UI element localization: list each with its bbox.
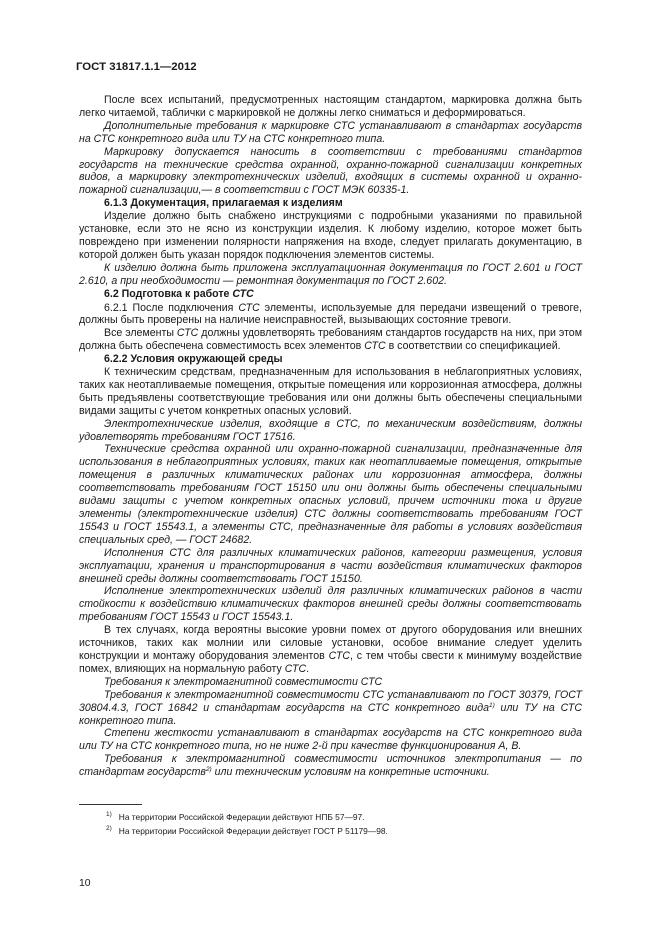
paragraph xyxy=(79,689,582,728)
footnote-2 xyxy=(106,826,388,836)
text: Требования к электромагнитной совместимости источников электропитания — по стандартам государств xyxy=(79,753,582,779)
paragraph xyxy=(79,327,582,353)
paragraph: Исполнения СТС для различных климатических районов, категории размещения, условия эксплуатации, хранения и транспортирования в части воздействия климатических факторов внешней среды должны соответствовать ГОСТ 15150. xyxy=(79,546,582,585)
abbr: СТС xyxy=(176,327,199,340)
paragraph: Дополнительные требования к маркировке СТС устанавливают в стандартах государств на СТС конкретного вида или ТУ на СТС конкретного типа. xyxy=(79,119,582,145)
footnote-ref: 1) xyxy=(489,701,495,709)
text: или ТУ на СТС конкретного типа. xyxy=(79,701,582,727)
footnote-mark: 2) xyxy=(106,825,112,832)
text: или техническим условиям на конкретные источники. xyxy=(211,766,490,779)
footnote-1 xyxy=(106,812,365,822)
footnote-mark: 1) xyxy=(106,811,112,818)
paragraph xyxy=(79,753,582,779)
paragraph: К техническим средствам, предназначенным для использования в неблагоприятных условиях, таких как неотапливаемые помещения, открытые помещения или коррозионная атмосфера, должны быть предъявлены соответствующие требования или они должны быть обеспечены специальными видами защиты с учетом конкретных опасных условий. xyxy=(79,366,582,417)
paragraph xyxy=(79,302,582,328)
heading-text: 6.2 Подготовка к работе xyxy=(104,287,233,300)
footnote-text: На территории Российской Федерации действует ГОСТ Р 51179—98. xyxy=(118,826,388,836)
section-heading-6-2-2: 6.2.2 Условия окружающей среды xyxy=(104,353,283,366)
text: должны удовлетворять требованиям стандартов государств на них, при этом должна быть обеспечена совместимость всех элементов xyxy=(79,327,582,353)
paragraph: Требования к электромагнитной совместимости СТС xyxy=(104,675,383,688)
paragraph: После всех испытаний, предусмотренных настоящим стандартом, маркировка должна быть легко читаемой, таблички с маркировкой не должны легко сниматься и деформироваться. xyxy=(79,94,582,119)
document-header: ГОСТ 31817.1.1—2012 xyxy=(76,61,197,73)
paragraph: Изделие должно быть снабжено инструкциями с подробными указаниями по правильной установке, если это не ясно из конструкции изделия. К любому изделию, которое может быть повреждено при изменении полярности напряжения на входе, следует прилагать документацию, в которой должен быть указан порядок подключения элементов системы. xyxy=(79,210,582,261)
abbr: СТС xyxy=(284,662,307,675)
text: В тех случаях, когда вероятны высокие уровни помех от другого оборудования или внешних источников, таких как молнии или силовые установки, особое внимание следует уделить конструкции и монтажу оборудования элементов xyxy=(79,624,582,662)
heading-italic: СТС xyxy=(232,287,254,300)
paragraph: Технические средства охранной или охранно-пожарной сигнализации, предназначенные для использования в неблагоприятных условиях, таких как неотапливаемые помещения, открытые помещения в различных климатических районах или коррозионная атмосфера, должны соответствовать требованиям ГОСТ 15150 или они должны быть обеспечены специальными видами защиты с учетом конкретных опасных условий, причем источники тока и другие элементы (электротехнические изделия) СТС должны соответствовать требованиям ГОСТ 15543 и ГОСТ 15543.1, а элементы СТС, предназначенные для работы в условиях воздействия специальных сред, — ГОСТ 24682. xyxy=(79,443,582,546)
paragraph: Электротехнические изделия, входящие в СТС, по механическим воздействиям, должны удовлетворять требованиям ГОСТ 17516. xyxy=(79,417,582,443)
abbr: СТС xyxy=(328,649,351,662)
paragraph: Степени жесткости устанавливают в стандартах государств на СТС конкретного вида или ТУ на СТС конкретного типа, но не ниже 2-й при качестве функционирования А, В. xyxy=(79,727,582,753)
text: . xyxy=(306,662,310,675)
footnote-ref: 2) xyxy=(205,766,212,774)
text: элементы, используемые для передачи извещений о тревоге, должны быть проверены на наличие неисправностей, вызывающих состояние тревоги. xyxy=(79,301,582,327)
text: в соответствии со спецификацией. xyxy=(385,340,561,353)
abbr: СТС xyxy=(364,340,386,353)
paragraph: К изделию должна быть приложена эксплуатационная документация по ГОСТ 2.601 и ГОСТ 2.610, а при необходимости — ремонтная документация по ГОСТ 2.602. xyxy=(79,261,582,287)
document-body xyxy=(79,94,582,779)
page-number: 10 xyxy=(79,878,91,889)
text: Все элементы xyxy=(104,327,177,340)
section-heading-6-1-3: 6.1.3 Документация, прилагаемая к изделиям xyxy=(104,197,343,210)
paragraph: Исполнение электротехнических изделий для различных климатических районов в части стойкости к воздействию климатических факторов внешней среды должны соответствовать требованиям ГОСТ 15543 и ГОСТ 15543.1. xyxy=(79,585,582,624)
paragraph xyxy=(79,624,582,676)
footnote-divider xyxy=(79,804,142,805)
paragraph: Маркировку допускается наносить в соответствии с требованиями стандартов государств на технические средства охранной, охранно-пожарной сигнализации конкретных видов, а маркировку электротехнических изделий, входящих в системы охранной и охранно-пожарной сигнализации,— в соответствии с ГОСТ МЭК 60335-1. xyxy=(79,145,582,197)
text: , с тем чтобы свести к минимуму воздействие помех, влияющих на нормальную работу xyxy=(79,649,582,675)
footnote-text: На территории Российской Федерации действуют НПБ 57—97. xyxy=(118,812,365,822)
section-heading-6-2 xyxy=(79,288,582,301)
text: 6.2.1 После подключения xyxy=(104,301,239,314)
abbr: СТС xyxy=(238,301,260,314)
text: Требования к электромагнитной совместимости СТС устанавливают по ГОСТ 30379, ГОСТ 30804.4.3, ГОСТ 16842 и стандартам государств на СТС конкретного вида xyxy=(79,688,582,714)
